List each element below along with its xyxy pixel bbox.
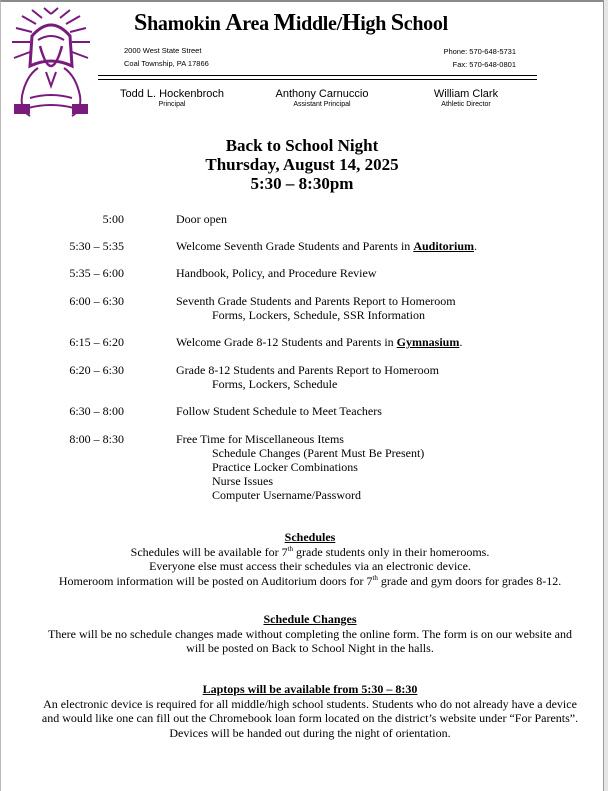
schedule-time: 6:30 – 8:00	[69, 404, 124, 418]
school-name: Shamokin Area Middle/High School	[134, 10, 448, 36]
school-mascot-logo	[8, 6, 94, 118]
header-rule	[98, 75, 537, 76]
schedule-subitem: Schedule Changes (Parent Must Be Present)	[212, 446, 425, 460]
schedule-time: 8:00 – 8:30	[69, 432, 124, 446]
schedule-time: 6:00 – 6:30	[69, 294, 124, 308]
schedule-time: 5:00	[102, 212, 124, 226]
schedule-activity: Welcome Seventh Grade Students and Parents in Auditorium.	[176, 239, 477, 253]
address-line-2: Coal Township, PA 17866	[124, 59, 209, 68]
schedule-subitem: Nurse Issues	[212, 474, 273, 488]
schedule-activity: Free Time for Miscellaneous Items Schedule Changes (Parent Must Be Present) Practice Locker Combinations Nurse Issues Computer Username/Password	[176, 432, 425, 502]
header-rule	[98, 79, 537, 80]
staff-assistant-principal: Anthony Carnuccio Assistant Principal	[275, 88, 369, 108]
schedule-time: 6:15 – 6:20	[69, 335, 124, 349]
fax: Fax: 570-648-0801	[452, 60, 516, 69]
schedule-activity: Seventh Grade Students and Parents Report to Homeroom Forms, Lockers, Schedule, SSR Information	[176, 294, 456, 322]
schedules-section: Schedules Schedules will be available for 7th grade students only in their homerooms. Everyone else must access their schedules via an electronic device. Homeroom information will be posted on Auditorium doors for 7th grade and gym doors for grades 8-12.	[58, 530, 562, 588]
laptops-section: Laptops will be available from 5:30 – 8:30 An electronic device is required for all middle/high school students. Students who do not already have a device and would like one can fill out the Chromebook loan form located on the district’s website under “For Parents”. Devices will be handed out during the night of orientation.	[41, 682, 579, 740]
scrollbar[interactable]	[603, 0, 608, 791]
schedule-time: 6:20 – 6:30	[69, 363, 124, 377]
schedule-subitem: Forms, Lockers, Schedule, SSR Information	[212, 308, 425, 322]
schedule-subitem: Computer Username/Password	[212, 488, 361, 502]
phone: Phone: 570-648-5731	[443, 47, 516, 56]
schedule-changes-section: Schedule Changes There will be no schedule changes made without completing the online form. The form is on our website and will be posted on Back to School Night in the halls.	[48, 612, 572, 655]
schedule-activity: Follow Student Schedule to Meet Teachers	[176, 404, 382, 418]
schedule-activity: Grade 8-12 Students and Parents Report to Homeroom Forms, Lockers, Schedule	[176, 363, 439, 391]
schedule-activity: Handbook, Policy, and Procedure Review	[176, 266, 377, 280]
schedule-activity: Welcome Grade 8-12 Students and Parents in Gymnasium.	[176, 335, 463, 349]
schedule-subitem: Practice Locker Combinations	[212, 460, 358, 474]
staff-principal: Todd L. Hockenbroch Principal	[120, 88, 224, 108]
staff-athletic-director: William Clark Athletic Director	[433, 88, 499, 108]
schedule-time: 5:30 – 5:35	[69, 239, 124, 253]
schedule-time: 5:35 – 6:00	[69, 266, 124, 280]
schedule-subitem: Forms, Lockers, Schedule	[212, 377, 338, 391]
schedule-activity: Door open	[176, 212, 227, 226]
address-line-1: 2000 West State Street	[124, 46, 202, 55]
event-title: Back to School Night Thursday, August 14, 2025 5:30 – 8:30pm	[205, 136, 399, 193]
